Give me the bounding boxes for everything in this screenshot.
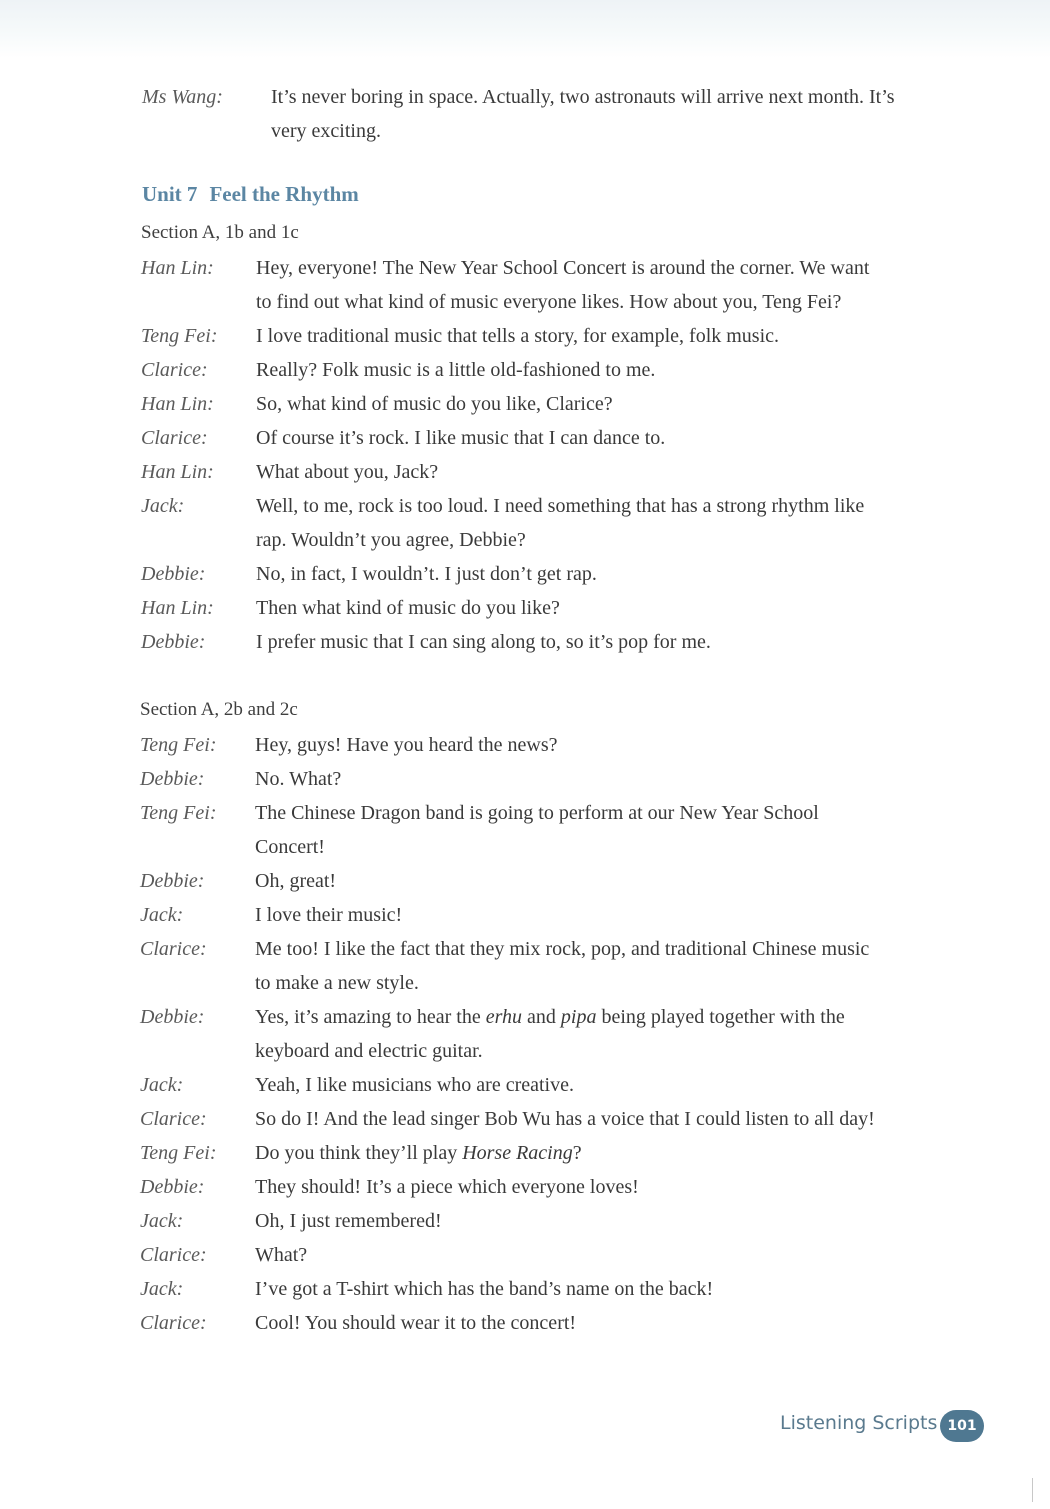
speaker-name: Debbie: <box>141 631 206 653</box>
speaker-name: Han Lin: <box>141 257 214 279</box>
speaker-name: Debbie: <box>140 870 205 892</box>
dialogue-line <box>141 285 1001 319</box>
speaker-name: Debbie: <box>140 1006 205 1028</box>
speaker-name: Jack: <box>141 495 185 517</box>
speaker-name: Clarice: <box>140 1108 207 1130</box>
dialogue-text: Yeah, I like musicians who are creative. <box>255 1074 574 1096</box>
speaker-name: Clarice: <box>140 1312 207 1334</box>
dialogue-line <box>140 1306 1000 1340</box>
dialogue-text: keyboard and electric guitar. <box>255 1040 483 1062</box>
dialogue-text: No, in fact, I wouldn’t. I just don’t get rap. <box>256 563 597 585</box>
unit-title: Feel the Rhythm <box>209 182 359 206</box>
dialogue-line <box>141 489 1001 523</box>
speaker-name: Clarice: <box>141 359 208 381</box>
speaker-name: Han Lin: <box>141 393 214 415</box>
dialogue-line <box>140 1102 1000 1136</box>
top-decorative-band <box>0 0 1050 58</box>
dialogue-line <box>140 1000 1000 1034</box>
page-edge-mark <box>1032 1478 1033 1502</box>
dialogue-text: Hey, guys! Have you heard the news? <box>255 734 558 756</box>
dialogue-text: I love traditional music that tells a story, for example, folk music. <box>256 325 780 347</box>
dialogue-text: They should! It’s a piece which everyone loves! <box>255 1176 639 1198</box>
dialogue-line <box>140 1238 1000 1272</box>
speaker-name: Clarice: <box>140 1244 207 1266</box>
dialogue-line <box>142 80 1002 114</box>
speaker-name: Ms Wang: <box>142 86 223 108</box>
dialogue-text: Oh, great! <box>255 870 337 892</box>
speaker-name: Debbie: <box>140 768 205 790</box>
dialogue-line <box>140 1068 1000 1102</box>
speaker-name: Clarice: <box>141 427 208 449</box>
section-title: Section A, 2b and 2c <box>140 699 298 720</box>
dialogue-line <box>140 1170 1000 1204</box>
dialogue-text: Really? Folk music is a little old-fashioned to me. <box>256 359 656 381</box>
dialogue-text: Then what kind of music do you like? <box>256 597 560 619</box>
speaker-name: Teng Fei: <box>140 802 217 824</box>
dialogue-text: I’ve got a T-shirt which has the band’s name on the back! <box>255 1278 714 1300</box>
dialogue-line <box>140 932 1000 966</box>
dialogue-line <box>141 421 1001 455</box>
speaker-name: Debbie: <box>140 1176 205 1198</box>
dialogue-line <box>141 591 1001 625</box>
speaker-name: Debbie: <box>141 563 206 585</box>
dialogue-text: I prefer music that I can sing along to, so it’s pop for me. <box>256 631 711 653</box>
dialogue-line <box>140 762 1000 796</box>
page-number-badge: 101 <box>940 1410 984 1442</box>
unit-heading <box>142 182 359 207</box>
dialogue-text: The Chinese Dragon band is going to perform at our New Year School <box>255 802 819 824</box>
dialogue-text: Well, to me, rock is too loud. I need something that has a strong rhythm like <box>256 495 865 517</box>
dialogue-line <box>141 353 1001 387</box>
dialogue-text: Concert! <box>255 836 325 858</box>
dialogue-text: very exciting. <box>271 120 381 142</box>
dialogue-text: Oh, I just remembered! <box>255 1210 442 1232</box>
dialogue-line <box>141 625 1001 659</box>
speaker-name: Teng Fei: <box>140 1142 217 1164</box>
dialogue-line <box>140 1136 1000 1170</box>
dialogue-text: What about you, Jack? <box>256 461 439 483</box>
dialogue-line <box>141 557 1001 591</box>
footer-label: Listening Scripts <box>780 1412 938 1434</box>
section1-dialogue <box>141 251 1001 659</box>
dialogue-text: Do you think they’ll play Horse Racing? <box>255 1142 582 1164</box>
speaker-name: Clarice: <box>140 938 207 960</box>
dialogue-line <box>140 1272 1000 1306</box>
dialogue-text: It’s never boring in space. Actually, two astronauts will arrive next month. It’s <box>271 86 895 108</box>
dialogue-line <box>141 387 1001 421</box>
dialogue-line <box>141 251 1001 285</box>
dialogue-line <box>142 114 1002 148</box>
dialogue-text: Me too! I like the fact that they mix rock, pop, and traditional Chinese music <box>255 938 870 960</box>
speaker-name: Jack: <box>140 904 184 926</box>
dialogue-text: to make a new style. <box>255 972 419 994</box>
speaker-name: Teng Fei: <box>141 325 218 347</box>
dialogue-line <box>140 830 1000 864</box>
dialogue-line <box>141 523 1001 557</box>
dialogue-text: So do I! And the lead singer Bob Wu has a voice that I could listen to all day! <box>255 1108 875 1130</box>
dialogue-line <box>140 864 1000 898</box>
speaker-name: Jack: <box>140 1278 184 1300</box>
dialogue-line <box>140 1204 1000 1238</box>
dialogue-text: to find out what kind of music everyone likes. How about you, Teng Fei? <box>256 291 842 313</box>
section-title: Section A, 1b and 1c <box>141 222 299 243</box>
dialogue-line <box>140 796 1000 830</box>
dialogue-text: No. What? <box>255 768 342 790</box>
dialogue-line <box>140 966 1000 1000</box>
speaker-name: Han Lin: <box>141 461 214 483</box>
dialogue-text: Of course it’s rock. I like music that I can dance to. <box>256 427 666 449</box>
dialogue-text: So, what kind of music do you like, Clarice? <box>256 393 613 415</box>
dialogue-text: Cool! You should wear it to the concert! <box>255 1312 577 1334</box>
dialogue-text: Yes, it’s amazing to hear the erhu and pipa being played together with the <box>255 1006 845 1028</box>
dialogue-line <box>141 319 1001 353</box>
intro-dialogue <box>142 80 1002 148</box>
unit-number: Unit 7 <box>142 182 198 206</box>
dialogue-line <box>140 1034 1000 1068</box>
speaker-name: Jack: <box>140 1210 184 1232</box>
dialogue-line <box>140 898 1000 932</box>
dialogue-line <box>140 728 1000 762</box>
speaker-name: Han Lin: <box>141 597 214 619</box>
speaker-name: Teng Fei: <box>140 734 217 756</box>
section2-dialogue <box>140 728 1000 1340</box>
dialogue-text: rap. Wouldn’t you agree, Debbie? <box>256 529 526 551</box>
dialogue-line <box>141 455 1001 489</box>
dialogue-text: Hey, everyone! The New Year School Concert is around the corner. We want <box>256 257 870 279</box>
dialogue-text: What? <box>255 1244 308 1266</box>
speaker-name: Jack: <box>140 1074 184 1096</box>
dialogue-text: I love their music! <box>255 904 403 926</box>
